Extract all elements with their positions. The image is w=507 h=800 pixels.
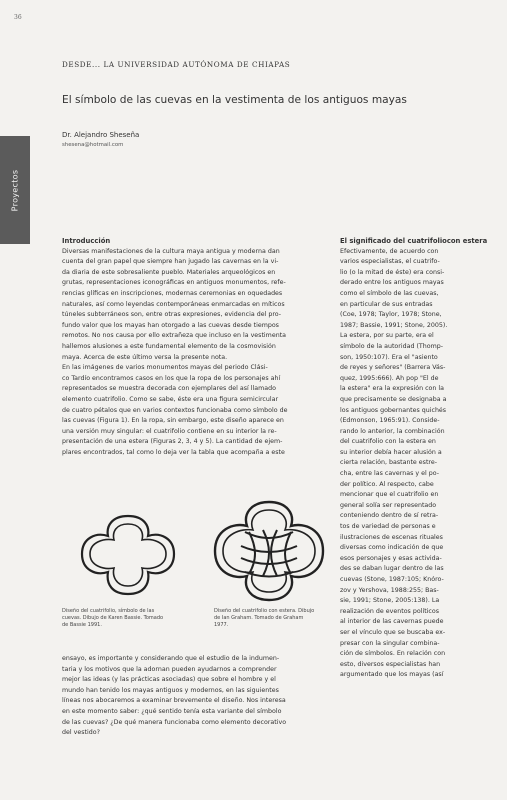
caption-line: Diseño del cuatrifolio, símbolo de las (62, 608, 155, 614)
text-line: su interior debía hacer alusión a (340, 448, 442, 456)
figure-1 (62, 510, 194, 600)
text-line: conteniendo dentro de sí retra- (340, 512, 439, 520)
text-line: diversas como indicación de que (340, 544, 444, 552)
text-line: mejor las ideas (y las prácticas asociadas) que sobre el hombre y el (62, 676, 276, 684)
text-line: (Edmonson, 1965:91). Conside- (340, 417, 440, 425)
text-line: fundo valor que los mayas han otorgado a las cuevas desde tiempos (62, 321, 279, 329)
text-line: da diaria de este sobresaliente pueblo. Materiales arqueológicos en (62, 268, 276, 276)
text-line: des se daban lugar dentro de las (340, 565, 444, 573)
text-line: hallemos alusiones a este fundamental elemento de la cosmovisión (62, 342, 276, 350)
text-line: en particular de sus entradas (340, 300, 433, 308)
text-line: de las cuevas? ¿De qué manera funcionaba como elemento decorativo (62, 718, 287, 726)
section-paragraphs (340, 247, 488, 681)
caption-line: cuevas. Dibujo de Karen Bassie. Tomado (62, 615, 164, 621)
text-line: representados se muestra decorada con ejemplares del así llamado (62, 385, 276, 393)
text-line: cierta relación, bastante estre- (340, 459, 438, 467)
text-line: 1987; Bassie, 1991; Stone, 2005). (340, 321, 448, 329)
text-line: realización de eventos políticos (340, 607, 440, 615)
text-line: en este momento saber: ¿qué sentido tenía esta variante del símbolo (62, 707, 282, 715)
text-line: símbolo de la autoridad (Thomp- (340, 342, 444, 350)
text-line: ción de símbolos. En relación con (340, 650, 446, 658)
caption-line: de Bassie 1991. (62, 622, 102, 628)
text-line: los antiguos gobernantes quichés (340, 406, 447, 414)
text-line: presentación de una estera (Figuras 2, 3, 4 y 5). La cantidad de ejem- (62, 438, 283, 446)
text-line: son, 1950:107). Era el "asiento (340, 353, 438, 361)
left-column-upper (62, 236, 332, 458)
text-line: ensayo, es importante y considerando que el estudio de la indumen- (62, 655, 280, 662)
text-line: ser el vínculo que se buscaba ex- (340, 628, 446, 636)
figure-2-caption (214, 608, 334, 629)
text-line: En las imágenes de varios monumentos mayas del periodo Clási- (62, 364, 268, 372)
text-line: presar con la singular combina- (340, 639, 440, 647)
text-line: cha, entre las cavernas y el po- (340, 470, 439, 478)
text-line: zov y Yershova, 1988:255; Bas- (340, 586, 439, 594)
text-line: cuevas (Stone, 1987:105; Knóro- (340, 576, 444, 583)
text-line: rando lo anterior, la combinación (340, 427, 445, 435)
text-line: mundo han tenido los mayas antiguos y modernos, en las siguientes (62, 686, 279, 694)
heading-line: con estera (446, 237, 488, 245)
text-line: las cuevas (Figura 1). En la ropa, sin embargo, este diseño aparece en (62, 417, 284, 425)
text-line: quez, 1995:666). Ah pop "El de (340, 374, 439, 382)
text-line: que precisamente se designaba a (340, 395, 447, 403)
text-line: La estera, por su parte, era el (340, 332, 434, 340)
text-line: esos personajes y esas activida- (340, 554, 442, 562)
text-line: tos de variedad de personas e (340, 523, 436, 531)
text-line: grutas, representaciones iconográficas en antiguos monumentos, refe- (62, 279, 286, 287)
text-line: derado entre los antiguos mayas (340, 279, 444, 287)
running-header: DESDE... LA UNIVERSIDAD AUTÓNOMA DE CHIAPAS (62, 60, 291, 69)
right-column (340, 236, 488, 681)
text-line: (Coe, 1978; Taylor, 1978; Stone, (340, 311, 442, 319)
author-email: shesena@hotmail.com (62, 142, 124, 148)
caption-line: Diseño del cuatrifolio con estera. Dibujo (214, 608, 315, 614)
figure-2 (205, 496, 333, 606)
heading-line: El significado del cuatrifolio (340, 237, 447, 245)
page-number: 36 (14, 14, 22, 21)
section-heading (340, 236, 488, 247)
text-line: plares encontrados, tal como lo deja ver la tabla que acompaña a este (62, 448, 285, 456)
intro-paragraphs (62, 247, 332, 459)
text-line: como el símbolo de las cuevas, (340, 289, 439, 297)
text-line: líneas nos abocaremos a examinar brevemente el diseño. Nos interesa (62, 697, 286, 705)
text-line: naturales, así como leyendas contemporáneas enmarcadas en míticos (62, 300, 285, 308)
text-line: remotos. No nos causa por ello extrañeza que incluso en la vestimenta (62, 332, 287, 340)
text-line: mencionar que el cuatrifolio en (340, 491, 439, 499)
text-line: de cuatro pétalos que en varios contextos funcionaba como símbolo de (62, 406, 288, 414)
section-tab (0, 136, 30, 244)
text-line: elemento cuatrifolio. Como se sabe, éste era una figura semicircular (62, 395, 279, 403)
text-line: ilustraciones de escenas rituales (340, 533, 443, 541)
text-line: co Tardío encontramos casos en los que la ropa de los personajes ahí (62, 374, 281, 382)
text-line: general solía ser representado (340, 501, 437, 509)
text-line: Diversas manifestaciones de la cultura maya antigua y moderna dan (62, 247, 280, 255)
text-line: al interior de las cavernas puede (340, 618, 444, 626)
text-line: maya. Acerca de este último versa la presente nota. (62, 353, 228, 361)
text-line: del cuatrifolio con la estera en (340, 438, 436, 446)
text-line: Efectivamente, de acuerdo con (340, 247, 439, 255)
caption-line: 1977. (214, 622, 229, 628)
text-line: la estera" era la expresión con la (340, 385, 444, 393)
text-line: túneles subterráneos son, entre otras expresiones, evidencia del pro- (62, 311, 282, 319)
text-line: esto, diversos especialistas han (340, 660, 441, 668)
quatrefoil-with-mat-drawing (205, 496, 333, 606)
text-line: argumentado que los mayas (así (340, 671, 444, 679)
text-line: rencias glíficas en inscripciones, modernas ceremonias en oquedades (62, 289, 283, 297)
caption-line: de Ian Graham. Tomado de Graham (214, 615, 304, 621)
text-line: una versión muy singular: el cuatrifolio contiene en su interior la re- (62, 427, 277, 435)
text-line: der político. Al respecto, cabe (340, 480, 434, 488)
figure-1-caption (62, 608, 202, 629)
continued-paragraph (62, 654, 332, 739)
article-title: El símbolo de las cuevas en la vestimenta de los antiguos mayas (62, 94, 407, 106)
quatrefoil-drawing (62, 510, 194, 600)
text-line: cuenta del gran papel que siempre han jugado las cavernas en la vi- (62, 258, 279, 266)
text-line: taria y los motivos que la adornan pueden ayudarnos a comprender (62, 665, 277, 673)
text-line: de reyes y señores" (Barrera Vás- (340, 364, 446, 372)
text-line: varios especialistas, el cuatrifo- (340, 258, 440, 266)
intro-heading: Introducción (62, 237, 111, 245)
author-name: Dr. Alejandro Sheseña (62, 131, 140, 139)
text-line: del vestido? (62, 729, 100, 737)
text-line: sie, 1991; Stone, 2005:138). La (340, 597, 440, 605)
section-tab-label: Proyectos (10, 169, 20, 211)
text-line: lio (o la mitad de éste) era consi- (340, 268, 445, 276)
